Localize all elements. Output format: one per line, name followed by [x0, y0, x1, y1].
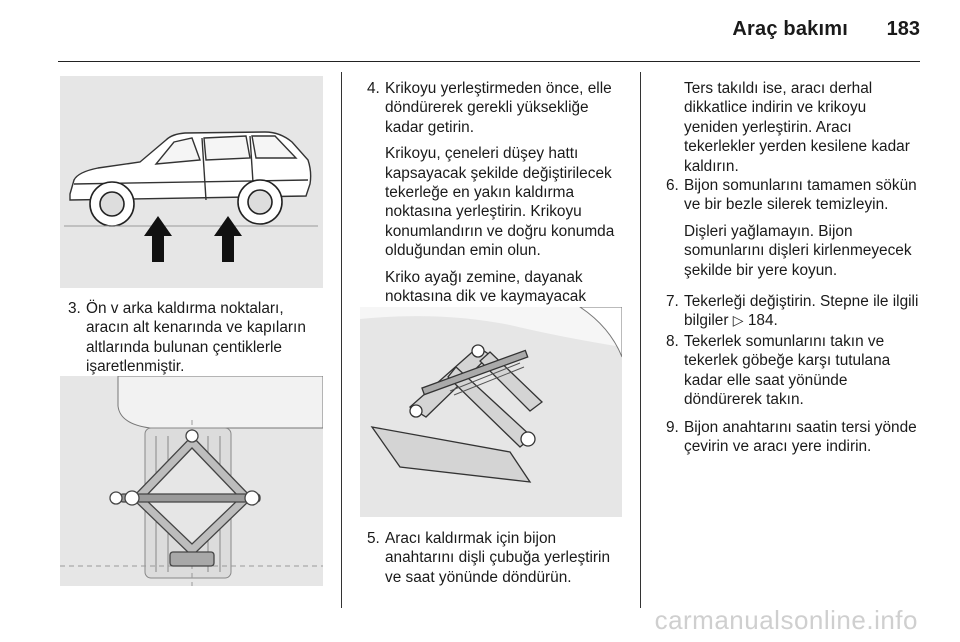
list-item-4: [367, 79, 625, 333]
section-title: Araç bakımı: [732, 18, 848, 40]
item-text: Krikoyu yerleştirmeden önce, elle döndürerek gerekli yüksekliğe kadar getirin.: [385, 80, 612, 136]
figure-jack-placement: [360, 307, 622, 517]
item-text: Tekerleği değiştirin. Stepne ile ilgili bilgiler ▷ 184.: [684, 293, 919, 330]
column-divider-2: [640, 72, 641, 608]
item-text: Kriko ayağı zemine, dayanak noktasına dik ve kaymayacak: [385, 268, 587, 306]
item-number: 8.: [666, 333, 679, 350]
item-text: Aracı kaldırmak için bijon anahtarını dişli çubuğa yerleştirin ve saat yönünde döndürün.: [385, 530, 610, 586]
rear-arrow-icon: [214, 216, 242, 262]
watermark: carmanualsonline.info: [654, 605, 918, 635]
item-number: 4.: [367, 80, 380, 97]
column-divider-1: [341, 72, 342, 608]
header-rule: [58, 61, 920, 62]
item-text: Dişleri yağlamayın. Bijon somunlarını dişleri kirlenmeyecek şekilde bir yere koyun.: [684, 222, 912, 279]
item-number: 7.: [666, 293, 679, 310]
list-item-6: [666, 176, 924, 287]
list-item-3: [68, 299, 324, 384]
item-text: Ters takıldı ise, aracı derhal dikkatlice indirin ve krikoyu yeniden yerleştirin. Aracı tekerlekler yerden kesilene kadar kaldırın.: [684, 80, 910, 175]
item-number: 5.: [367, 530, 380, 547]
item-number: 6.: [666, 177, 679, 194]
item-number: 3.: [68, 300, 81, 317]
item-text: Tekerlek somunlarını takın ve tekerlek göbeğe karşı tutulana kadar elle saat yönünde döndürerek takın.: [684, 333, 891, 409]
page-reference-link[interactable]: 184.: [743, 312, 778, 330]
list-item-5: [367, 529, 625, 594]
figure-car-lift-points: [60, 76, 323, 288]
page-reference-icon: ▷: [732, 313, 744, 330]
item-text: Bijon anahtarını saatin tersi yönde çevirin ve aracı yere indirin.: [684, 419, 917, 456]
front-arrow-icon: [144, 216, 172, 262]
figure-jack-under-wheel: [60, 376, 323, 586]
list-item-8: [666, 332, 924, 417]
list-item-9: [666, 418, 924, 464]
item-text: Ön v arka kaldırma noktaları, aracın alt kenarında ve kapıların altlarında bulunan çentiklerle işaretlenmiştir.: [86, 300, 306, 376]
list-item-4-continued: [666, 79, 924, 183]
page-number: 183: [886, 18, 920, 40]
item-number: 9.: [666, 419, 679, 436]
item-text: Bijon somunlarını tamamen sökün ve bir bezle silerek temizleyin.: [684, 177, 917, 214]
item-text: Krikoyu, çeneleri düşey hattı kapsayacak şekilde değiştirilecek tekerleğe en yakın kaldırma noktasına yerleştirin. Krikoyu konumlandırın ve doğru konumda olduğundan emin olun.: [385, 145, 615, 260]
